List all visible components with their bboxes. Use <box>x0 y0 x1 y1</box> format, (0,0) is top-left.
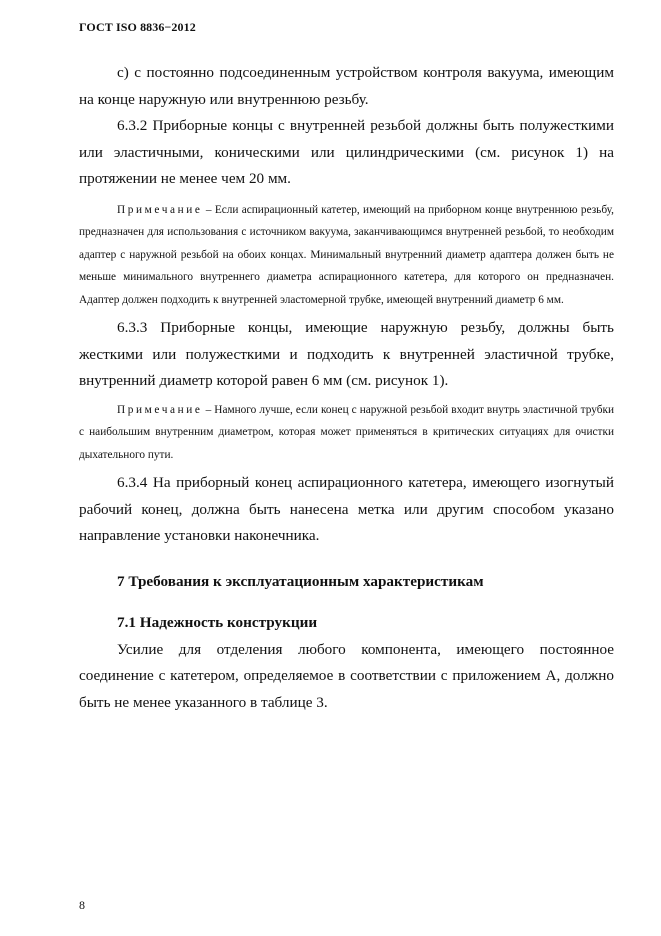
note-1 <box>79 199 614 312</box>
page-number: 8 <box>79 898 85 912</box>
note-label: Примечание <box>117 403 203 416</box>
page-content <box>79 60 614 716</box>
paragraph-item-c: с) с постоянно подсоединенным устройством контроля вакуума, имеющим на конце наружную или внутреннюю резьбу. <box>79 64 614 108</box>
subsection-heading: 7.1 Надежность конструкции <box>117 614 318 631</box>
paragraph-6-3-3: 6.3.3 Приборные концы, имеющие наружную резьбу, должны быть жесткими или полужесткими и подходить к внутренней эластичной трубке, внутренний диаметр которой равен 6 мм (см. рисунок 1). <box>79 319 614 389</box>
paragraph-6-3-4: 6.3.4 На приборный конец аспирационного катетера, имеющего изогнутый рабочий конец, должна быть нанесена метка или другим способом указано направление установки наконечника. <box>79 474 614 544</box>
paragraph-7-1: Усилие для отделения любого компонента, имеющего постоянное соединение с катетером, определяемое в соответствии с приложением А, должно быть не менее указанного в таблице 3. <box>79 640 614 711</box>
paragraph-6-3-2: 6.3.2 Приборные концы с внутренней резьбой должны быть полужесткими или эластичными, коническими или цилиндрическими (см. рисунок 1) на протяжении не менее чем 20 мм. <box>79 117 614 187</box>
note-label: Примечание <box>117 203 203 216</box>
note-2 <box>79 399 614 467</box>
section-heading: 7 Требования к эксплуатационным характеристикам <box>117 572 484 590</box>
document-header: ГОСТ ISO 8836−2012 <box>79 20 196 34</box>
note-text: – Намного лучше, если конец с наружной резьбой входит внутрь эластичной трубки с наибольшим внутренним диаметром, которая может применяться в критических ситуациях для очистки дыхательного пути. <box>79 403 614 461</box>
note-text: – Если аспирационный катетер, имеющий на приборном конце внутреннюю резьбу, предназначен для использования с источником вакуума, заканчивающимся внутренней резьбой, то необходим адаптер с наружной резьбой на обоих концах. Минимальный внутренний диаметр адаптера должен быть не меньше минимального внутреннего диаметра аспирационного катетера, для которого он предназначен. Адаптер должен подходить к внутренней эластомерной трубке, имеющей внутренний диаметр 6 мм. <box>79 203 614 306</box>
